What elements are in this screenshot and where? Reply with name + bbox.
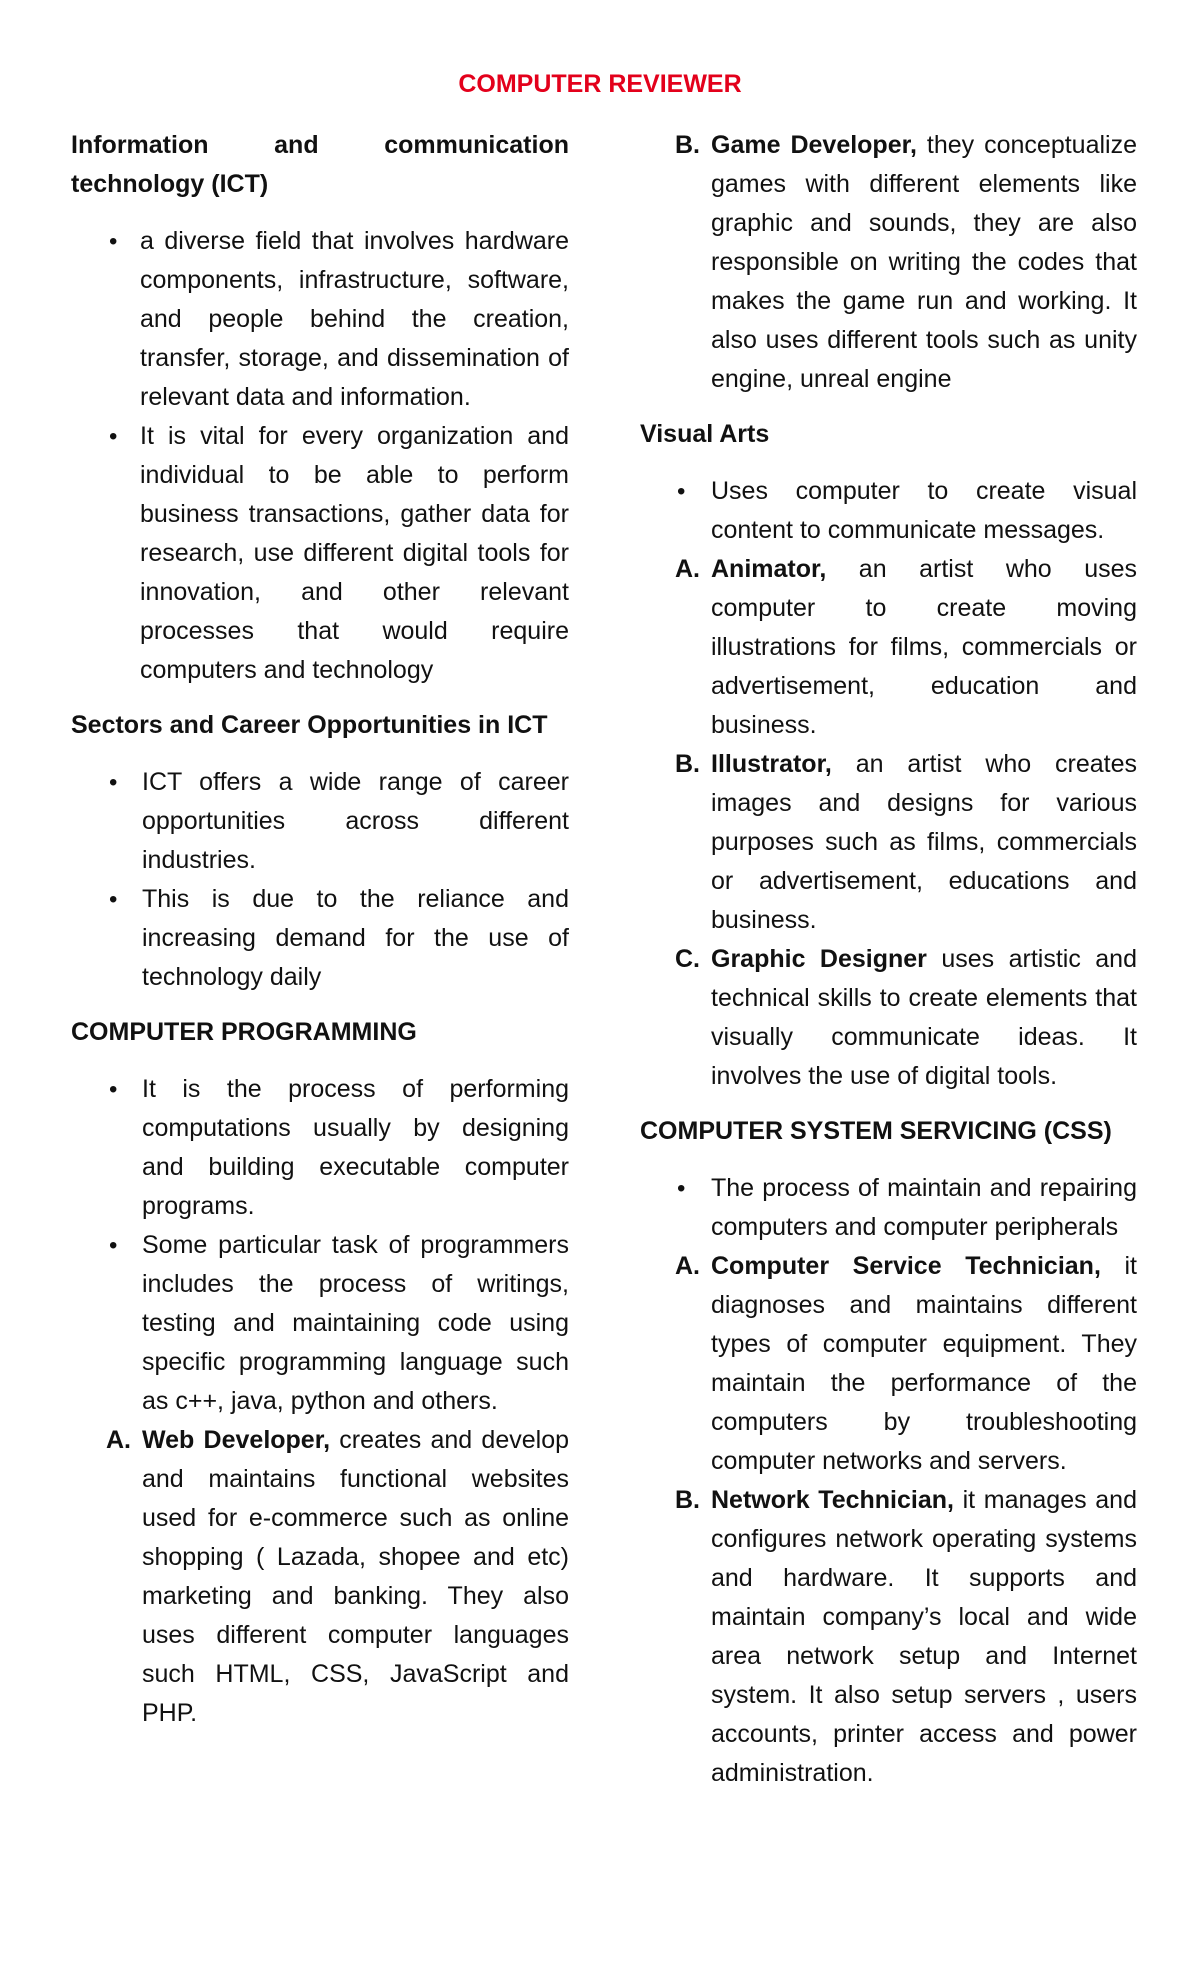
list-marker: A. bbox=[106, 1426, 131, 1454]
career-description: uses artistic and technical skills to create elements that visually communicate ideas. It involves the use of digital tools. bbox=[711, 945, 1137, 1090]
career-description: they conceptualize games with different elements like graphic and sounds, they are also responsible on writing the codes that makes the game run and working. It also uses different tools such as unity engine, unreal engine bbox=[711, 131, 1137, 393]
list-marker: A. bbox=[675, 555, 700, 583]
list-marker: C. bbox=[675, 945, 700, 973]
career-item-animator bbox=[640, 550, 1137, 745]
career-term: Web Developer, bbox=[142, 1426, 331, 1454]
programming-bullet-list bbox=[71, 1070, 569, 1421]
programming-career-list-continued bbox=[640, 126, 1137, 399]
list-item: • a diverse field that involves hardware components, infrastructure, software, and people behind the creation, transfer, storage, and dissemination of relevant data and information. bbox=[71, 222, 569, 417]
career-term: Network Technician, bbox=[711, 1486, 954, 1514]
career-item-computer-service-technician bbox=[640, 1247, 1137, 1481]
career-term: Computer Service Technician, bbox=[711, 1252, 1101, 1280]
list-marker: A. bbox=[675, 1252, 700, 1280]
list-marker: B. bbox=[675, 750, 700, 778]
list-item: • Some particular task of programmers includes the process of writings, testing and maintaining code using specific programming language such as c++, java, python and others. bbox=[71, 1226, 569, 1421]
career-description: an artist who uses computer to create moving illustrations for films, commercials or advertisement, education and business. bbox=[711, 555, 1137, 739]
list-item: • It is the process of performing computations usually by designing and building executable computer programs. bbox=[71, 1070, 569, 1226]
career-description: an artist who creates images and designs for various purposes such as films, commercials or advertisement, educations and business. bbox=[711, 750, 1137, 934]
list-marker: B. bbox=[675, 131, 700, 159]
sectors-bullet-list bbox=[71, 763, 569, 997]
css-bullet-list bbox=[640, 1169, 1137, 1247]
section-heading-programming: COMPUTER PROGRAMMING bbox=[71, 1018, 417, 1046]
career-description: it manages and configures network operating systems and hardware. It supports and maintain company’s local and wide area network setup and Internet system. It also setup servers , users accounts, printer access and power administration. bbox=[711, 1486, 1137, 1787]
career-term: Graphic Designer bbox=[711, 945, 927, 973]
career-term: Game Developer, bbox=[711, 131, 917, 159]
career-description: it diagnoses and maintains different types of computer equipment. They maintain the performance of the computers by troubleshooting computer networks and servers. bbox=[711, 1252, 1138, 1475]
career-item-graphic-designer bbox=[640, 940, 1137, 1096]
section-heading-ict: Information and communication technology (ICT) bbox=[71, 131, 569, 198]
page-title: COMPUTER REVIEWER bbox=[458, 70, 742, 98]
left-column bbox=[71, 126, 569, 1749]
career-term: Animator, bbox=[711, 555, 827, 583]
career-item-illustrator bbox=[640, 745, 1137, 940]
visual-arts-career-list bbox=[640, 550, 1137, 1096]
programming-career-list bbox=[71, 1421, 569, 1733]
list-item: • Uses computer to create visual content to communicate messages. bbox=[640, 472, 1137, 550]
list-marker: B. bbox=[675, 1486, 700, 1514]
list-item: • ICT offers a wide range of career opportunities across different industries. bbox=[71, 763, 569, 880]
section-heading-css: COMPUTER SYSTEM SERVICING (CSS) bbox=[640, 1117, 1112, 1145]
right-column bbox=[640, 126, 1137, 1809]
ict-bullet-list bbox=[71, 222, 569, 690]
list-item: • This is due to the reliance and increasing demand for the use of technology daily bbox=[71, 880, 569, 997]
list-item: • The process of maintain and repairing computers and computer peripherals bbox=[640, 1169, 1137, 1247]
career-item-network-technician bbox=[640, 1481, 1137, 1793]
css-career-list bbox=[640, 1247, 1137, 1793]
visual-arts-bullet-list bbox=[640, 472, 1137, 550]
career-term: Illustrator, bbox=[711, 750, 832, 778]
career-item-web-developer bbox=[71, 1421, 569, 1733]
career-item-game-developer bbox=[640, 126, 1137, 399]
section-heading-visual-arts: Visual Arts bbox=[640, 420, 770, 448]
list-item: • It is vital for every organization and individual to be able to perform business transactions, gather data for research, use different digital tools for innovation, and other relevant processes that would require computers and technology bbox=[71, 417, 569, 690]
career-description: creates and develop and maintains functional websites used for e-commerce such as online shopping ( Lazada, shopee and etc) marketing and banking. They also uses different computer languages such HTML, CSS, JavaScript and PHP. bbox=[142, 1426, 569, 1727]
section-heading-sectors: Sectors and Career Opportunities in ICT bbox=[71, 711, 548, 739]
